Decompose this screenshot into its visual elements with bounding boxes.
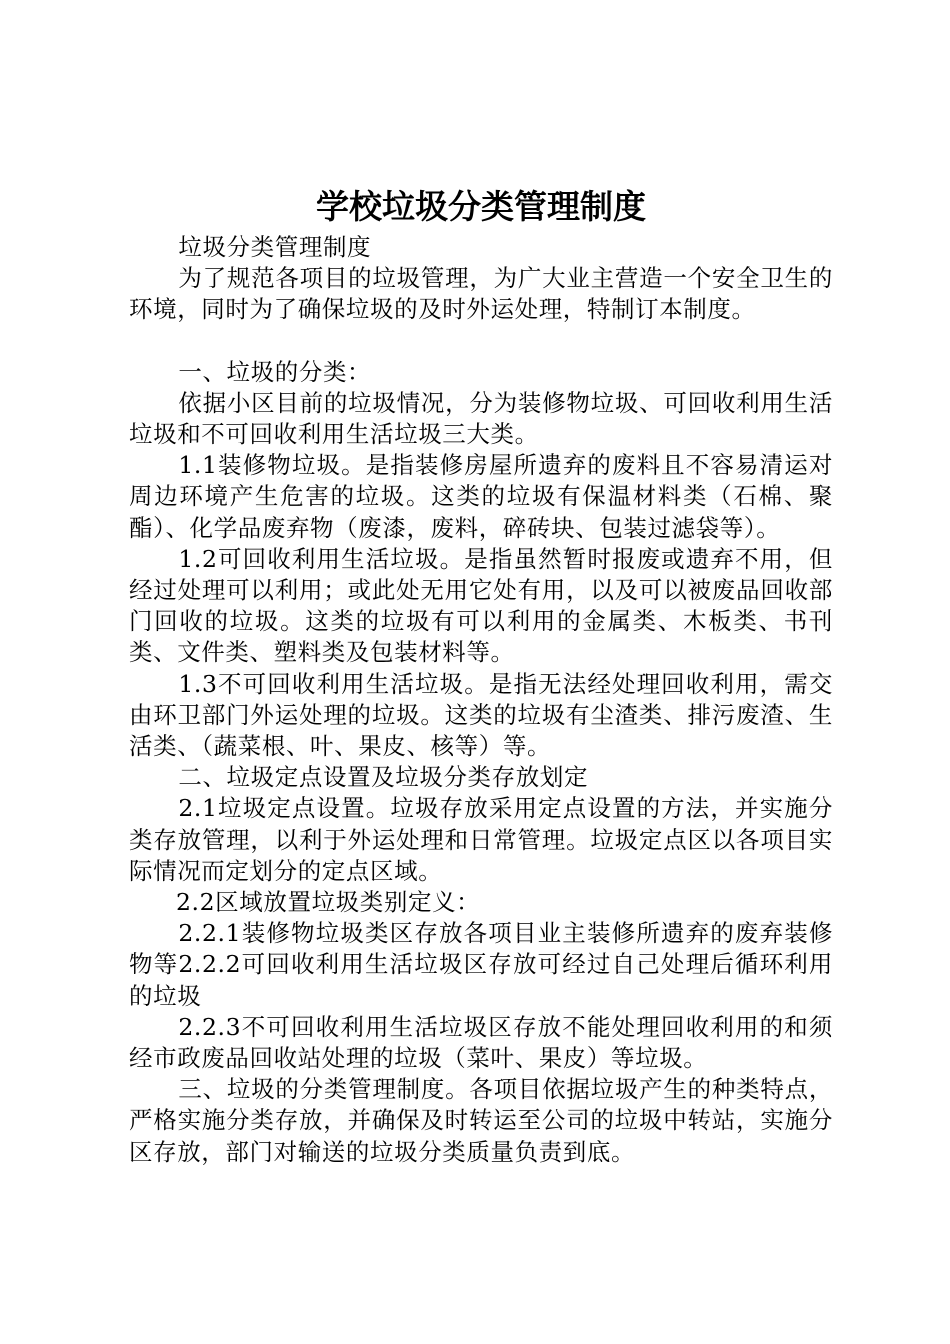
paragraph-classification-overview: 依据小区目前的垃圾情况，分为装修物垃圾、可回收利用生活垃圾和不可回收利用生活垃圾三大类。 <box>129 388 833 449</box>
paragraph-item-1-1: 1.1装修物垃圾。是指装修房屋所遗弃的废料且不容易清运对周边环境产生危害的垃圾。这类的垃圾有保温材料类（石棉、聚酯）、化学品废弃物（废漆，废料，碎砖块、包装过滤袋等）。 <box>129 451 833 542</box>
paragraph-item-2-2: 2.2区域放置垃圾类别定义： <box>176 888 481 917</box>
paragraph-item-1-3: 1.3不可回收利用生活垃圾。是指无法经处理回收利用，需交由环卫部门外运处理的垃圾。这类的垃圾有尘渣类、排污废渣、生活类、（蔬菜根、叶、果皮、核等）等。 <box>129 669 833 761</box>
paragraph-item-2-2-1: 2.2.1装修物垃圾类区存放各项目业主装修所遗弃的废弃装修物等2.2.2可回收利用生活垃圾区存放可经过自己处理后循环利用的垃圾 <box>129 919 833 1010</box>
paragraph-intro: 为了规范各项目的垃圾管理，为广大业主营造一个安全卫生的环境，同时为了确保垃圾的及时外运处理，特制订本制度。 <box>129 264 833 324</box>
paragraph-item-1-2: 1.2可回收利用生活垃圾。是指虽然暂时报废或遗弃不用，但经过处理可以利用；或此处无用它处有用，以及可以被废品回收部门回收的垃圾。这类的垃圾有可以利用的金属类、木板类、书刊类、文件类、塑料类及包装材料等。 <box>129 544 833 667</box>
section-heading-management: 三、垃圾的分类管理制度。各项目依据垃圾产生的种类特点，严格实施分类存放，并确保及时转运至公司的垃圾中转站，实施分区存放，部门对输送的垃圾分类质量负责到底。 <box>129 1075 833 1166</box>
paragraph-subtitle: 垃圾分类管理制度 <box>178 233 372 261</box>
paragraph-item-2-2-3: 2.2.3不可回收利用生活垃圾区存放不能处理回收利用的和须经市政废品回收站处理的垃圾（菜叶、果皮）等垃圾。 <box>129 1012 833 1073</box>
document-body <box>129 232 833 1168</box>
section-heading-placement: 二、垃圾定点设置及垃圾分类存放划定 <box>178 763 589 792</box>
section-heading-classification: 一、垃圾的分类： <box>178 357 372 386</box>
document-title: 学校垃圾分类管理制度 <box>316 187 646 226</box>
paragraph-item-2-1: 2.1垃圾定点设置。垃圾存放采用定点设置的方法，并实施分类存放管理，以利于外运处理和日常管理。垃圾定点区以各项目实际情况而定划分的定点区域。 <box>129 794 833 885</box>
